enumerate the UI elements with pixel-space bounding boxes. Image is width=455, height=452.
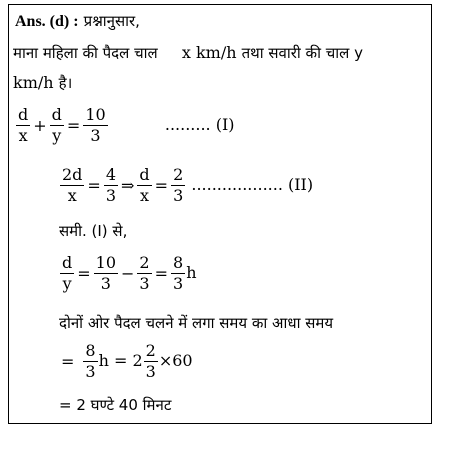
assumption-mid: तथा सवारी की चाल y [241,44,363,62]
answer-header [15,11,140,32]
unit-text: km/h [13,73,54,92]
equation-3: $\frac{d}{y}$ = $\frac{10}{3}$ − $\frac{2}{3}$ = $\frac{8}{3}$ h [62,253,197,293]
final-result: = 2 घण्टे 40 मिनट [59,396,172,414]
fraction: $\frac{10}{3}$ [95,253,117,293]
fraction: $\frac{d}{y}$ [62,253,73,293]
intro-text: प्रश्नानुसार, [83,12,140,30]
fraction: $\frac{d}{x}$ [139,165,150,205]
equation-tag: ......... (I) [164,115,235,134]
equation-2: $\frac{2d}{x}$ = $\frac{4}{3}$ ⇒ $\frac{d}{x}$ = $\frac{2}{3}$ .................. (II) [62,165,314,205]
fraction: $\frac{2}{3}$ [145,341,156,381]
equation-1: $\frac{d}{x}$ + $\frac{d}{y}$ = $\frac{10}{3}$ ......... (I) [18,105,235,145]
equation-tag: .................. (II) [191,175,314,194]
fraction: $\frac{2}{3}$ [173,165,184,205]
step-text-2: दोनों ओर पैदल चलने में लगा समय का आधा समय [59,314,334,332]
fraction: $\frac{10}{3}$ [85,105,106,145]
answer-box [8,4,432,424]
assumption-line [13,43,431,63]
step-text-1: समी. (I) से, [59,222,128,240]
fraction: $\frac{d}{y}$ [51,105,62,145]
assumption-suffix: है। [58,74,73,92]
fraction: $\frac{8}{3}$ [85,341,96,381]
fraction: $\frac{d}{x}$ [18,105,29,145]
implies-symbol: ⇒ [121,175,135,195]
fraction: $\frac{8}{3}$ [173,253,184,293]
equation-4: = $\frac{8}{3}$ h = 2 $\frac{2}{3}$ ×60 [61,341,193,381]
fraction: $\frac{2d}{x}$ [62,165,83,205]
fraction: $\frac{2}{3}$ [139,253,150,293]
assumption-prefix: माना महिला की पैदल चाल [13,44,158,62]
assumption-line-2 [13,73,72,93]
fraction: $\frac{4}{3}$ [105,165,117,205]
walking-speed: x km/h [181,43,237,62]
answer-label: Ans. (d) : [15,13,79,30]
